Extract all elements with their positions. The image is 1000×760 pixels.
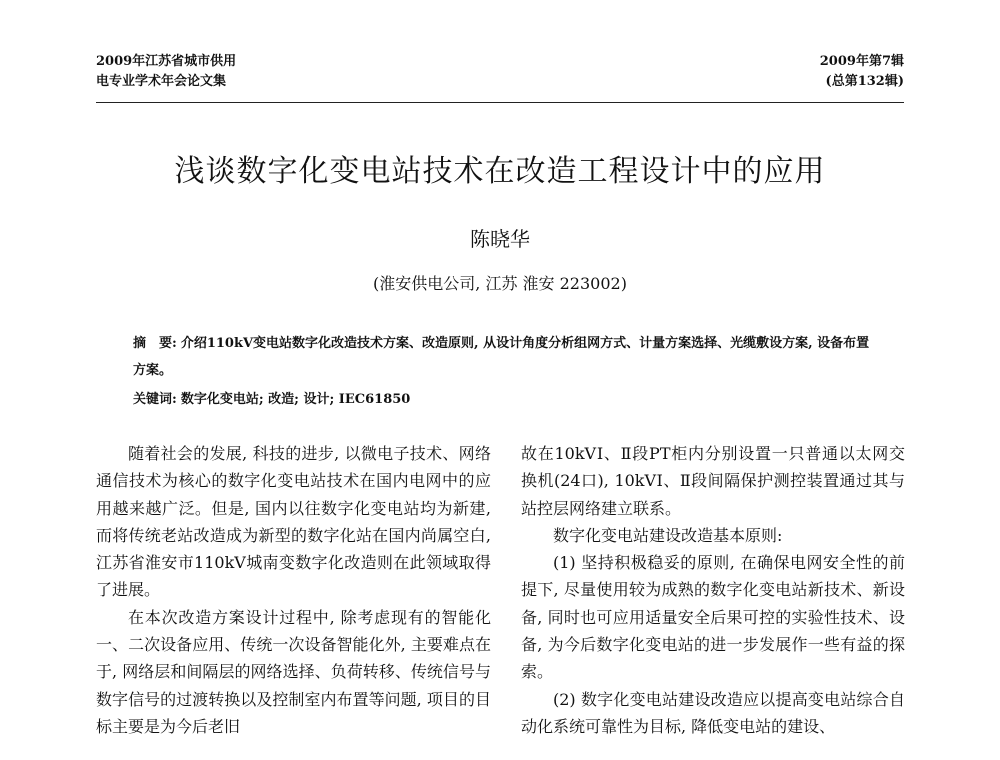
issue-info (820, 52, 904, 92)
body-paragraph: 故在10kVⅠ、Ⅱ段PT柜内分别设置一只普通以太网交换机(24口), 10kVⅠ、Ⅱ段间隔保护测控装置通过其与站控层网络建立联系。 (521, 444, 905, 518)
body-paragraph: 在本次改造方案设计过程中, 除考虑现有的智能化一、二次设备应用、传统一次设备智能化外, 主要难点在于, 网络层和间隔层的网络选择、负荷转移、传统信号与数字信号的过渡转换以及控制室内布置等问题, 项目的目标主要是为今后老旧 (96, 607, 491, 736)
journal-series (96, 52, 236, 92)
body-column-left (96, 440, 491, 740)
paper-title: 浅谈数字化变电站技术在改造工程设计中的应用 (174, 154, 826, 189)
page-header (96, 52, 904, 103)
keywords-label: 关键词: (133, 392, 177, 407)
journal-series-line1: 2009年江苏省城市供用 (96, 54, 237, 69)
keywords-text: 数字化变电站; 改造; 设计; IEC61850 (180, 392, 411, 407)
body-column-right (521, 440, 905, 740)
abstract (133, 330, 873, 384)
abstract-label: 摘 要: (133, 336, 177, 351)
body-paragraph: 随着社会的发展, 科技的进步, 以微电子技术、网络通信技术为核心的数字化变电站技术在国内电网中的应用越来越广泛。但是, 国内以往数字化变电站均为新建, 而将传统老站改造成为新型的数字化站在国内尚属空白, 江苏省淮安市110kV城南变数字化改造则在此领域取得了进展。 (96, 444, 491, 600)
abstract-text: 介绍110kV变电站数字化改造技术方案、改造原则, 从设计角度分析组网方式、计量方案选择、光缆敷设方案, 设备布置方案。 (133, 336, 870, 378)
issue-total: (总第132辑) (825, 74, 904, 89)
body-paragraph: (2) 数字化变电站建设改造应以提高变电站综合自动化系统可靠性为目标, 降低变电站的建设、 (521, 689, 905, 736)
body-paragraph: 数字化变电站建设改造基本原则: (553, 525, 783, 545)
author-name: 陈晓华 (470, 227, 530, 251)
journal-series-line2: 电专业学术年会论文集 (96, 74, 227, 89)
body-paragraph: (1) 坚持积极稳妥的原则, 在确保电网安全性的前提下, 尽量使用较为成熟的数字化变电站新技术、新设备, 同时也可应用适量安全后果可控的实验性技术、设备, 为今后数字化变电站的进一步发展作一些有益的探索。 (521, 553, 905, 682)
author-affiliation: (淮安供电公司, 江苏 淮安 223002) (373, 274, 627, 293)
issue-number: 2009年第7辑 (819, 54, 904, 69)
keywords (133, 386, 873, 413)
